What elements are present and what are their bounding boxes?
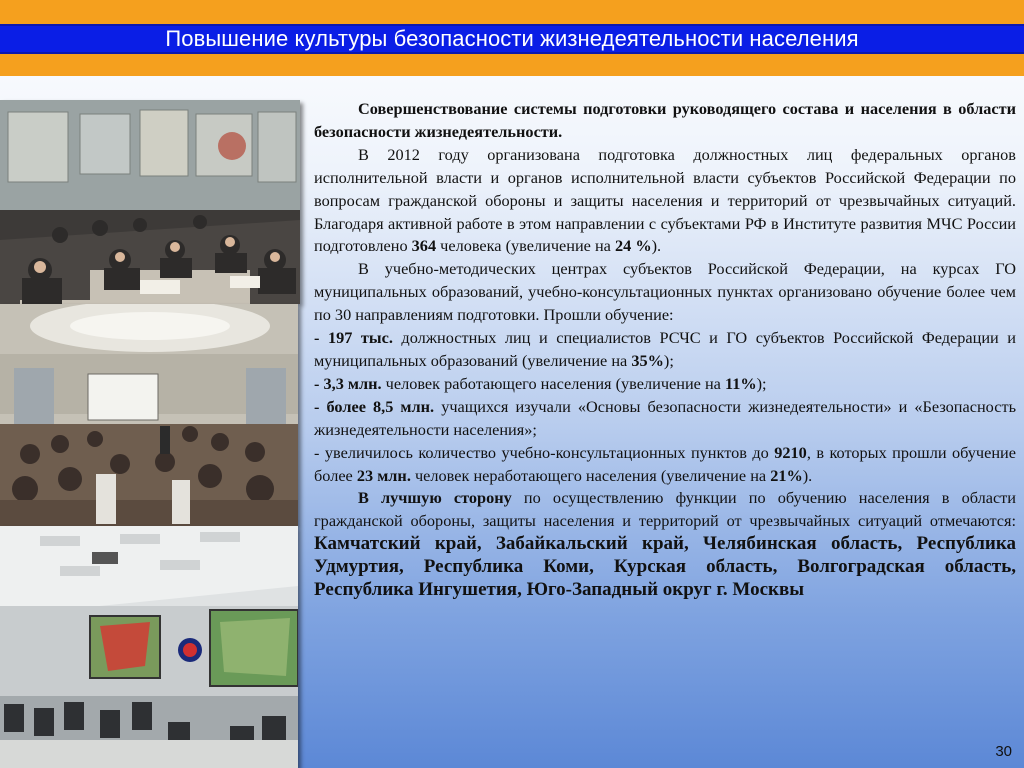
title-bar bbox=[0, 24, 1024, 54]
bullet-9210-num: 9210 bbox=[774, 442, 807, 462]
under-title-accent-bar bbox=[0, 54, 1024, 76]
bullet-3-3-end: ); bbox=[756, 373, 767, 393]
bullet-9210-end: ). bbox=[802, 465, 813, 485]
paragraph-2012-mid: человека (увеличение на bbox=[436, 236, 615, 256]
page-title: Повышение культуры безопасности жизнедеятельности населения bbox=[165, 26, 859, 51]
bullet-197-end: ); bbox=[663, 350, 674, 370]
bullet-3-3-text: человек работающего населения (увеличение на bbox=[381, 373, 725, 393]
bullet-9210-pct: 21% bbox=[770, 465, 803, 485]
training-room-photo bbox=[0, 526, 298, 768]
paragraph-centers bbox=[314, 258, 1016, 327]
auditorium-photo bbox=[0, 304, 298, 526]
bullet-197-lead: - 197 тыс. bbox=[314, 328, 393, 348]
bullet-9210 bbox=[314, 442, 1016, 488]
bullet-9210-23mln: 23 млн. bbox=[356, 465, 411, 485]
bullet-9210-mid: , в которых прошли обучение более bbox=[314, 442, 1016, 485]
paragraph-2012-text: В 2012 году организована подготовка должностных лиц федеральных органов исполнительной власти и органов исполнительной власти субъектов Российской Федерации по вопросам гражданской обороны и защиты населения и территорий от чрезвычайных ситуаций. Благодаря активной работе в этом направлении с субъектами РФ в Институте развития МЧС России подготовлено bbox=[314, 144, 1016, 256]
bullet-197-text: должностных лиц и специалистов РСЧС и ГО субъектов Российской Федерации и муниципальных образований (увеличение на bbox=[314, 328, 1016, 370]
classroom-photo bbox=[0, 100, 300, 304]
bullet-197-pct: 35% bbox=[631, 350, 664, 370]
best-regions-list: Камчатский край, Забайкальский край, Челябинская область, Республика Удмуртия, Республика Коми, Курская область, Волгоградская область, Республика Ингушетия, Юго-Западный округ г. Москвы bbox=[314, 533, 1016, 601]
paragraph-centers-text: В учебно-методических центрах субъектов Российской Федерации, на курсах ГО муниципальных образований, учебно-консультационных пунктах организовано обучение более чем по 30 направлениям подготовки. Прошли обучение: bbox=[314, 259, 1016, 325]
auditorium-photo-icon bbox=[0, 304, 298, 526]
bullet-8-5-lead: - более 8,5 млн. bbox=[314, 396, 435, 416]
paragraph-best-lead: В лучшую сторону bbox=[358, 488, 512, 508]
heading-text: Совершенствование системы подготовки руководящего состава и населения в области безопасности жизнедеятельности. bbox=[314, 99, 1016, 141]
bullet-8-5-text: учащихся изучали «Основы безопасности жизнедеятельности» и «Безопасность жизнедеятельности населения»; bbox=[314, 396, 1016, 439]
paragraph-2012-num: 364 bbox=[411, 236, 437, 256]
paragraph-2012 bbox=[314, 144, 1016, 259]
paragraph-best-text: по осуществлению функции по обучению населения в области гражданской обороны, защиты населения и территорий от чрезвычайных ситуаций отмечаются: bbox=[314, 488, 1016, 531]
classroom-photo-icon bbox=[0, 100, 300, 304]
bullet-3-3 bbox=[314, 373, 1016, 396]
paragraph-2012-pct: 24 % bbox=[614, 236, 652, 256]
bullet-9210-mid2: человек неработающего населения (увеличение на bbox=[410, 465, 771, 485]
bullet-3-3-pct: 11% bbox=[724, 373, 757, 393]
section-heading bbox=[314, 98, 1016, 144]
main-text bbox=[314, 98, 1016, 602]
bullet-3-3-lead: - 3,3 млн. bbox=[314, 373, 382, 393]
bullet-9210-text: - увеличилось количество учебно-консультационных пунктов до bbox=[314, 442, 775, 462]
top-accent-bar bbox=[0, 0, 1024, 24]
bullet-197 bbox=[314, 327, 1016, 373]
paragraph-best bbox=[314, 487, 1016, 602]
training-room-photo-icon bbox=[0, 526, 298, 768]
bullet-8-5 bbox=[314, 396, 1016, 442]
paragraph-2012-end: ). bbox=[651, 236, 662, 256]
page-number: 30 bbox=[995, 743, 1012, 760]
